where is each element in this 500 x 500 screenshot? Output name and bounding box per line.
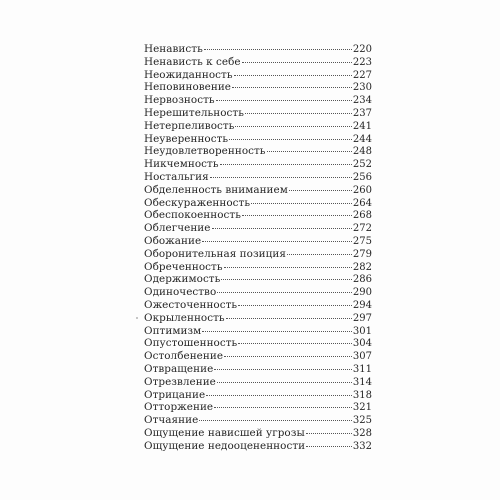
toc-entry-title: Никчемность: [144, 158, 219, 171]
toc-dot-leader: [202, 331, 352, 332]
toc-entry-page-number: 268: [352, 210, 372, 222]
toc-entry-page-number: 318: [352, 389, 372, 401]
toc-entry-title: Оборонительная позиция: [144, 247, 286, 260]
toc-entry-page-number: 311: [352, 363, 372, 375]
toc-entry-title: Остолбенение: [144, 350, 224, 363]
toc-entry: [144, 337, 372, 350]
toc-entry-page-number: 252: [352, 159, 372, 171]
toc-entry-title: Одержимость: [144, 273, 221, 286]
toc-dot-leader: [199, 420, 352, 421]
toc-entry-title: Ощущение нависшей угрозы: [144, 426, 305, 439]
toc-entry: [144, 440, 372, 453]
toc-dot-leader: [267, 151, 352, 152]
toc-entry: [144, 43, 372, 56]
toc-entry: [144, 286, 372, 299]
toc-entry-title: Оптимизм: [144, 324, 202, 337]
print-speck: [136, 317, 138, 319]
toc-entry-page-number: 307: [352, 351, 372, 363]
toc-entry-page-number: 294: [352, 299, 372, 311]
toc-dot-leader: [206, 395, 352, 396]
toc-entry-page-number: 223: [352, 56, 372, 68]
toc-dot-leader: [220, 164, 352, 165]
toc-entry-page-number: 234: [352, 95, 372, 107]
toc-entry-page-number: 279: [352, 248, 372, 260]
toc-entry-title: Отторжение: [144, 401, 214, 414]
toc-entry: [144, 401, 372, 414]
toc-entry-page-number: 290: [352, 287, 372, 299]
toc-dot-leader: [217, 382, 352, 383]
toc-entry-page-number: 256: [352, 171, 372, 183]
toc-entry-page-number: 264: [352, 197, 372, 209]
toc-entry: [144, 376, 372, 389]
toc-entry-title: Неудовлетворенность: [144, 145, 266, 158]
toc-entry-title: Нервозность: [144, 94, 215, 107]
toc-entry-title: Отвращение: [144, 362, 214, 375]
toc-dot-leader: [217, 292, 352, 293]
toc-dot-leader: [202, 241, 352, 242]
toc-entry-title: Отрезвление: [144, 375, 216, 388]
toc-entry-page-number: 237: [352, 107, 372, 119]
toc-entry-title: Окрыленность: [144, 311, 225, 324]
toc-entry: [144, 389, 372, 402]
toc-entry-title: Обреченность: [144, 260, 223, 273]
toc-dot-leader: [242, 62, 352, 63]
toc-entry-page-number: 301: [352, 325, 372, 337]
toc-entry: [144, 248, 372, 261]
toc-entry: [144, 197, 372, 210]
toc-entry: [144, 184, 372, 197]
toc-entry-page-number: 260: [352, 184, 372, 196]
toc-entry-page-number: 304: [352, 338, 372, 350]
toc-dot-leader: [224, 267, 352, 268]
toc-entry-page-number: 282: [352, 261, 372, 273]
toc-entry-page-number: 241: [352, 120, 372, 132]
toc-entry: [144, 273, 372, 286]
toc-dot-leader: [235, 126, 352, 127]
toc-entry: [144, 81, 372, 94]
toc-entry: [144, 325, 372, 338]
toc-dot-leader: [216, 100, 352, 101]
toc-entry: [144, 222, 372, 235]
toc-entry-page-number: 328: [352, 427, 372, 439]
toc-entry-title: Нетерпеливость: [144, 119, 235, 132]
toc-dot-leader: [242, 215, 352, 216]
toc-dot-leader: [251, 203, 352, 204]
toc-entry-title: Опустошенность: [144, 337, 238, 350]
toc-entry-page-number: 244: [352, 133, 372, 145]
toc-dot-leader: [238, 343, 352, 344]
toc-entry: [144, 414, 372, 427]
toc-entry-title: Обеспокоенность: [144, 209, 241, 222]
toc-entry-page-number: 230: [352, 82, 372, 94]
toc-entry-title: Одиночество: [144, 286, 217, 299]
toc-entry-page-number: 297: [352, 312, 372, 324]
toc-entry: [144, 158, 372, 171]
toc-entry-title: Ожесточенность: [144, 298, 238, 311]
toc-dot-leader: [306, 433, 352, 434]
toc-entry-title: Неожиданность: [144, 68, 233, 81]
toc-entry-page-number: 227: [352, 69, 372, 81]
toc-entry-page-number: 275: [352, 235, 372, 247]
toc-entry-page-number: 248: [352, 146, 372, 158]
toc-dot-leader: [245, 113, 352, 114]
toc-dot-leader: [221, 279, 352, 280]
toc-dot-leader: [229, 139, 352, 140]
toc-entry: [144, 312, 372, 325]
toc-entry: [144, 94, 372, 107]
toc-entry-title: Ненависть: [144, 43, 203, 55]
toc-entry: [144, 299, 372, 312]
toc-entry-title: Ощущение недооцененности: [144, 439, 306, 452]
toc-entry-title: Обделенность вниманием: [144, 183, 288, 196]
toc-entry: [144, 107, 372, 120]
toc-entry-title: Облегчение: [144, 222, 211, 235]
toc-entry-page-number: 314: [352, 376, 372, 388]
toc-dot-leader: [289, 190, 352, 191]
toc-entry: [144, 120, 372, 133]
toc-entry-title: Отрицание: [144, 388, 206, 401]
toc-entry-page-number: 272: [352, 223, 372, 235]
toc-entry: [144, 235, 372, 248]
toc-entry: [144, 171, 372, 184]
toc-entry: [144, 145, 372, 158]
toc-entry-title: Обожание: [144, 234, 202, 247]
toc-entry: [144, 56, 372, 69]
toc-entry-page-number: 325: [352, 415, 372, 427]
toc-entry-title: Отчаяние: [144, 414, 199, 427]
toc-entry: [144, 133, 372, 146]
toc-entry: [144, 209, 372, 222]
toc-entry: [144, 69, 372, 82]
toc-entry: [144, 350, 372, 363]
toc-entry-page-number: 332: [352, 440, 372, 452]
toc-entry-title: Нерешительность: [144, 106, 244, 119]
toc-entry-title: Неповиновение: [144, 81, 231, 94]
toc-entry-page-number: 220: [352, 44, 372, 55]
toc-entry-title: Ностальгия: [144, 170, 209, 183]
toc-entry-title: Обескураженность: [144, 196, 251, 209]
toc-dot-leader: [204, 49, 352, 50]
toc-entry: [144, 261, 372, 274]
toc-dot-leader: [214, 369, 352, 370]
toc-dot-leader: [226, 318, 352, 319]
toc-entry-title: Неуверенность: [144, 132, 229, 145]
toc-dot-leader: [234, 75, 352, 76]
toc-dot-leader: [212, 228, 352, 229]
toc-entry: [144, 427, 372, 440]
toc-dot-leader: [214, 407, 352, 408]
toc-dot-leader: [232, 87, 352, 88]
toc-dot-leader: [210, 177, 352, 178]
toc-dot-leader: [306, 446, 352, 447]
toc-dot-leader: [287, 254, 352, 255]
toc-entry-title: Ненависть к себе: [144, 55, 241, 68]
toc-entry-page-number: 286: [352, 274, 372, 286]
table-of-contents: [144, 43, 372, 453]
toc-entry: [144, 363, 372, 376]
toc-entry-page-number: 321: [352, 402, 372, 414]
toc-dot-leader: [238, 305, 352, 306]
toc-dot-leader: [224, 356, 352, 357]
